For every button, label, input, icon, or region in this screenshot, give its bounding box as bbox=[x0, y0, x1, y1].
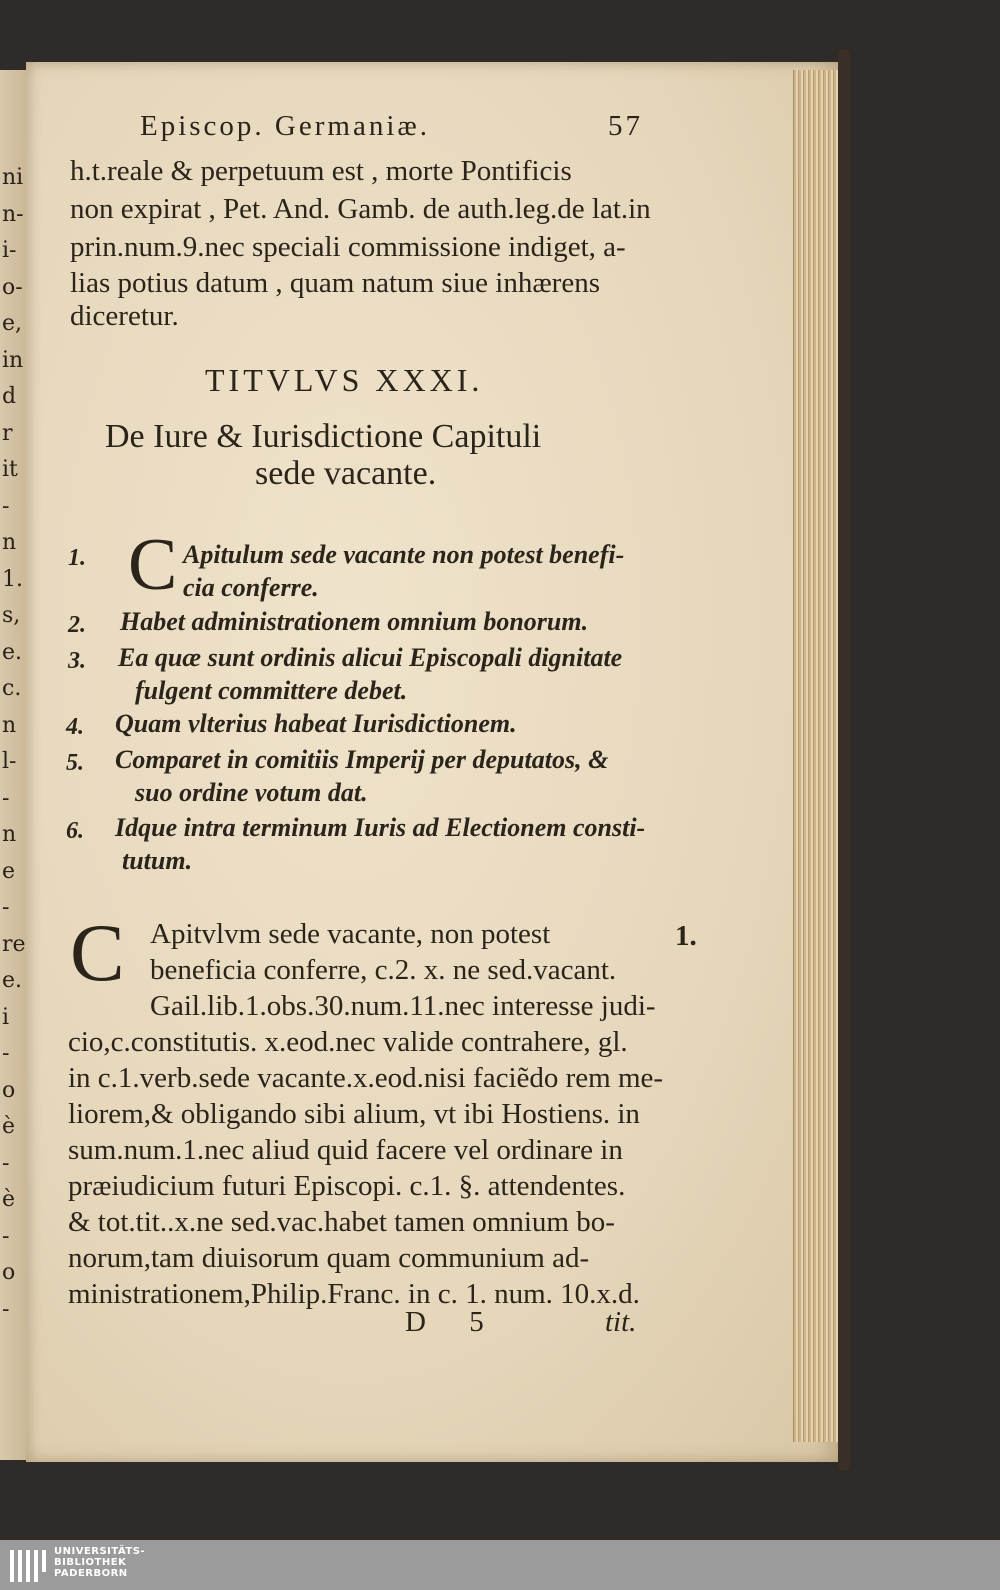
left-page-fragment: - bbox=[2, 1150, 10, 1176]
main-text-line: norum,tam diuisorum quam communium ad- bbox=[68, 1242, 590, 1274]
left-page-fragment: - bbox=[2, 1223, 10, 1249]
signature-mark: D 5 bbox=[405, 1306, 502, 1338]
main-text-line: ministrationem,Philip.Franc. in c. 1. num. 10.x.d. bbox=[68, 1278, 640, 1310]
left-page-fragment: it bbox=[2, 457, 18, 482]
summary-number: 5. bbox=[66, 750, 84, 776]
left-page-edge bbox=[0, 70, 27, 1460]
main-text-line: liorem,& obligando sibi alium, vt ibi Hostiens. in bbox=[68, 1098, 640, 1130]
chapter-title: TITVLVS XXXI. bbox=[205, 362, 484, 398]
chapter-subtitle-line2: sede vacante. bbox=[255, 455, 437, 492]
main-text-line: cio,c.constitutis. x.eod.nec valide contrahere, gl. bbox=[68, 1026, 628, 1058]
left-page-fragment: è bbox=[2, 1114, 16, 1139]
left-page-fragment: d bbox=[2, 384, 17, 409]
summary-item-line: Idque intra terminum Iuris ad Electionem consti- bbox=[115, 813, 646, 842]
left-page-fragment: o bbox=[2, 1260, 16, 1285]
library-logo-line2: BIBLIOTHEK bbox=[54, 1557, 127, 1568]
left-page-fragment: n- bbox=[2, 201, 24, 227]
left-page-fragment: n bbox=[2, 530, 17, 555]
left-page-fragment: 1. bbox=[2, 566, 23, 592]
opening-line: diceretur. bbox=[70, 300, 179, 332]
summary-item-line: Habet administrationem omnium bonorum. bbox=[120, 607, 589, 636]
main-text-line: Apitvlvm sede vacante, non potest bbox=[150, 918, 551, 950]
left-page-fragment: i- bbox=[2, 238, 17, 263]
opening-line: prin.num.9.nec speciali commissione indiget, a- bbox=[70, 231, 626, 263]
left-page-fragment: o- bbox=[2, 274, 23, 300]
left-page-fragment: l- bbox=[2, 749, 17, 774]
opening-line: lias potius datum , quam natum siue inhærens bbox=[70, 267, 601, 299]
left-page-fragment: i bbox=[2, 1004, 10, 1030]
page-number: 57 bbox=[608, 110, 643, 142]
left-page-fragment: n bbox=[2, 822, 17, 847]
main-text-line: beneficia conferre, c.2. x. ne sed.vacant. bbox=[150, 954, 617, 986]
left-page-fragment: re bbox=[2, 931, 26, 957]
left-page-fragment: - bbox=[2, 1296, 10, 1322]
main-text-line: & tot.tit..x.ne sed.vac.habet tamen omnium bo- bbox=[68, 1206, 615, 1238]
main-text-line: sum.num.1.nec aliud quid facere vel ordinare in bbox=[68, 1134, 623, 1166]
summary-item-line: fulgent committere debet. bbox=[135, 676, 408, 705]
opening-line: h.t.reale & perpetuum est , morte Pontificis bbox=[70, 155, 572, 187]
left-page-fragment: e bbox=[2, 858, 16, 884]
left-page-fragment: - bbox=[2, 493, 10, 519]
summary-item-line: Quam vlterius habeat Iurisdictionem. bbox=[115, 709, 517, 738]
library-footer-bar bbox=[0, 1540, 1000, 1590]
page-edges bbox=[793, 70, 839, 1442]
left-page-fragment: in bbox=[2, 347, 24, 373]
margin-number: 1. bbox=[675, 920, 697, 952]
library-logo-line1: UNIVERSITÄTS- bbox=[54, 1546, 146, 1557]
opening-line: non expirat , Pet. And. Gamb. de auth.leg.de lat.in bbox=[70, 193, 651, 225]
left-page-fragment: n bbox=[2, 712, 17, 738]
left-page-fragment: - bbox=[2, 895, 10, 920]
summary-drop-initial: C bbox=[128, 524, 178, 606]
left-page-fragment: s, bbox=[2, 603, 21, 628]
main-text-line: Gail.lib.1.obs.30.num.11.nec interesse judi- bbox=[150, 990, 656, 1022]
left-page-fragment: è bbox=[2, 1187, 16, 1212]
left-page-fragment: - bbox=[2, 785, 10, 811]
library-logo-line3: PADERBORN bbox=[54, 1568, 128, 1579]
left-page-fragment: e, bbox=[2, 311, 23, 336]
left-page-fragment: ni bbox=[2, 165, 24, 190]
summary-item-line: Comparet in comitiis Imperij per deputatos, & bbox=[115, 745, 609, 774]
summary-number: 1. bbox=[68, 545, 86, 571]
left-page-fragment: c. bbox=[2, 676, 22, 701]
catchword: tit. bbox=[605, 1306, 637, 1338]
summary-item-line: tutum. bbox=[122, 846, 193, 875]
summary-number: 3. bbox=[68, 648, 86, 674]
left-page-fragment: - bbox=[2, 1041, 10, 1066]
running-head-title: Episcop. Germaniæ. bbox=[140, 110, 430, 142]
summary-item-line: suo ordine votum dat. bbox=[135, 778, 368, 807]
summary-item-line: Ea quæ sunt ordinis alicui Episcopali dignitate bbox=[118, 643, 623, 672]
left-page-fragment: o bbox=[2, 1077, 16, 1103]
main-text-line: in c.1.verb.sede vacante.x.eod.nisi faciẽdo rem me- bbox=[68, 1062, 664, 1094]
library-logo-text bbox=[54, 1546, 145, 1579]
chapter-subtitle-line1: De Iure & Iurisdictione Capituli bbox=[105, 418, 542, 455]
left-page-fragment: r bbox=[2, 420, 13, 446]
book-cover-edge bbox=[838, 50, 850, 1470]
summary-number: 4. bbox=[66, 714, 84, 740]
main-text-line: præiudicium futuri Episcopi. c.1. §. attendentes. bbox=[68, 1170, 626, 1202]
library-logo-icon bbox=[10, 1550, 46, 1582]
summary-item-line: Apitulum sede vacante non potest benefi- bbox=[183, 540, 625, 569]
summary-number: 6. bbox=[66, 818, 84, 844]
summary-number: 2. bbox=[68, 612, 86, 638]
summary-item-line: cia conferre. bbox=[183, 573, 319, 602]
left-page-fragment: e. bbox=[2, 639, 23, 665]
main-drop-initial: C bbox=[70, 907, 125, 998]
left-page-fragment: e. bbox=[2, 968, 23, 993]
